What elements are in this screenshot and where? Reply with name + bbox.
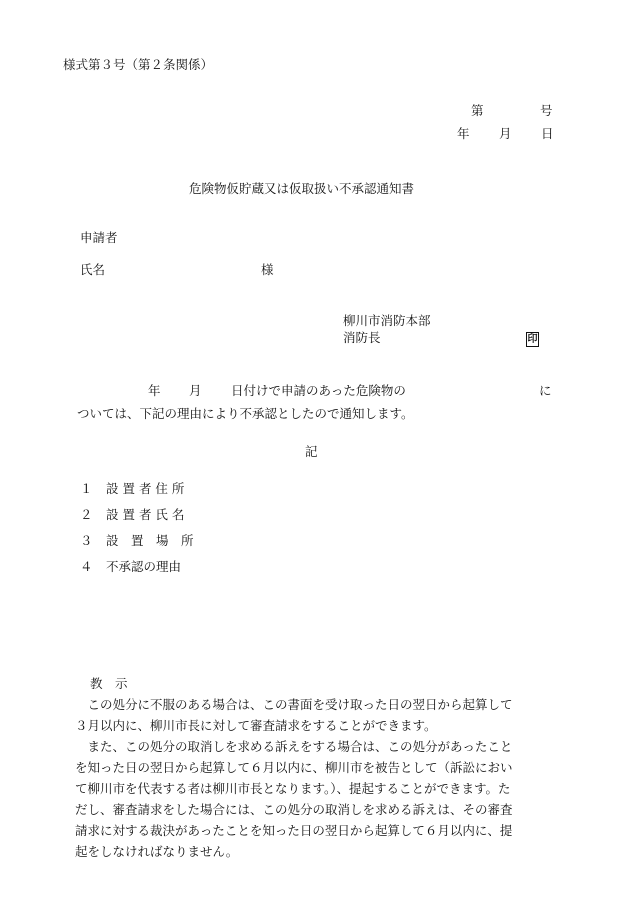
form-label: 様式第３号（第２条関係） xyxy=(63,57,214,72)
notice-line: だし、審査請求をした場合には、この処分の取消しを求める訴えは、その審査 xyxy=(75,802,513,817)
notice-paragraph-1 xyxy=(75,694,570,736)
document-title: 危険物仮貯蔵又は仮取扱い不承認通知書 xyxy=(189,181,415,196)
item-number: １ xyxy=(80,481,93,496)
notice-line: ３月以内に、柳川市長に対して審査請求をすることができます。 xyxy=(75,718,437,733)
notice-line: 請求に対する裁決があったことを知った日の翌日から起算して６月以内に、提 xyxy=(75,823,513,838)
date-month: 月 xyxy=(499,126,512,141)
notice-line: この処分に不服のある場合は、この書面を受け取った日の翌日から起算して xyxy=(75,697,513,712)
date-day: 日 xyxy=(541,126,554,141)
seal-char: 印 xyxy=(527,334,538,345)
notice-paragraph-2 xyxy=(75,736,570,862)
item-number: ２ xyxy=(80,507,93,522)
item-label: 設 置 者 氏 名 xyxy=(106,507,185,522)
number-prefix: 第 xyxy=(471,103,484,118)
ki-label: 記 xyxy=(305,444,318,459)
notice-line: て柳川市を代表する者は柳川市長となります。）、提起することができます。た xyxy=(75,781,511,796)
item-number: ４ xyxy=(80,559,93,574)
number-suffix: 号 xyxy=(540,103,553,118)
item-label: 不承認の理由 xyxy=(106,559,182,574)
item-label: 設 置 者 住 所 xyxy=(106,481,185,496)
item-number: ３ xyxy=(80,533,93,548)
body-line1-end: に xyxy=(539,383,552,398)
notice-heading: 教 示 xyxy=(90,676,128,691)
applicant-name-label: 氏名 xyxy=(80,262,106,277)
notice-line: また、この処分の取消しを求める訴えをする場合は、この処分があったこと xyxy=(75,739,513,754)
notice-line: 起をしなければなりません。 xyxy=(75,844,239,859)
notice-line: を知った日の翌日から起算して６月以内に、柳川市を被告として（訴訟におい xyxy=(75,760,513,775)
seal-mark xyxy=(526,330,539,347)
body-month: 月 xyxy=(189,383,202,398)
body-line2: ついては、下記の理由により不承認としたので通知します。 xyxy=(77,406,414,421)
issuer-org: 柳川市消防本部 xyxy=(343,313,431,328)
item-label: 設 置 場 所 xyxy=(106,533,194,548)
applicant-heading: 申請者 xyxy=(80,230,118,245)
issuer-chief: 消防長 xyxy=(343,330,381,345)
applicant-honorific: 様 xyxy=(261,262,274,277)
body-text: 日付けで申請のあった危険物の xyxy=(231,383,406,398)
date-year: 年 xyxy=(457,126,470,141)
body-year: 年 xyxy=(148,383,161,398)
